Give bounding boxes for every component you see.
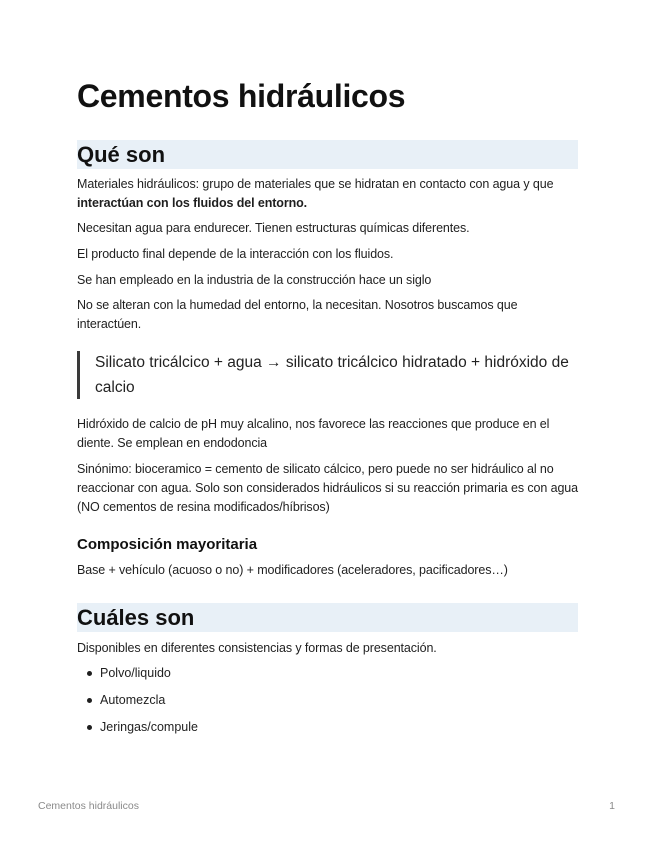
presentation-list xyxy=(77,664,578,745)
list-item-text: Polvo/liquido xyxy=(100,666,171,680)
bullet-icon xyxy=(87,725,92,730)
footer-page-number: 1 xyxy=(609,800,615,812)
list-item xyxy=(77,691,578,718)
definition-bold-text: interactúan con los fluidos del entorno. xyxy=(77,196,308,210)
footer-document-name: Cementos hidráulicos xyxy=(38,800,139,812)
bullet-icon xyxy=(87,671,92,676)
reaction-blockquote xyxy=(77,350,578,400)
definition-text: Materiales hidráulicos: grupo de materiales que se hidratan en contacto con agua y que xyxy=(77,177,554,191)
subheading-composition: Composición mayoritaria xyxy=(77,536,258,553)
list-item xyxy=(77,718,578,745)
paragraph-definition xyxy=(77,175,578,213)
paragraph-hydroxide: Hidróxido de calcio de pH muy alcalino, nos favorece las reacciones que produce en el diente. Se emplean en endodoncia xyxy=(77,417,550,450)
paragraph-harden: Necesitan agua para endurecer. Tienen estructuras químicas diferentes. xyxy=(77,221,470,235)
reaction-equation: Silicato tricálcico + agua → silicato tricálcico hidratado + hidróxido de calcio xyxy=(95,354,569,396)
page-title: Cementos hidráulicos xyxy=(77,78,406,114)
paragraph-product: El producto final depende de la interacción con los fluidos. xyxy=(77,247,394,261)
section-heading-que-son: Qué son xyxy=(77,140,578,169)
list-item-text: Jeringas/compule xyxy=(100,720,198,734)
paragraph-synonym: Sinónimo: bioceramico = cemento de silicato cálcico, pero puede no ser hidráulico al no reaccionar con agua. Solo son considerados hidráulicos si su reacción primaria es con agua (NO cementos de resina modificados/híbrisos) xyxy=(77,462,579,514)
paragraph-composition: Base + vehículo (acuoso o no) + modificadores (aceleradores, pacificadores…) xyxy=(77,563,508,577)
section-heading-cuales-son: Cuáles son xyxy=(77,603,578,632)
bullet-icon xyxy=(87,698,92,703)
blockquote-bar xyxy=(77,351,80,399)
paragraph-availability: Disponibles en diferentes consistencias y formas de presentación. xyxy=(77,641,437,655)
paragraph-humidity: No se alteran con la humedad del entorno, la necesitan. Nosotros buscamos que interactúen. xyxy=(77,298,518,331)
list-item xyxy=(77,664,578,691)
paragraph-construction: Se han empleado en la industria de la construcción hace un siglo xyxy=(77,273,432,287)
list-item-text: Automezcla xyxy=(100,693,166,707)
